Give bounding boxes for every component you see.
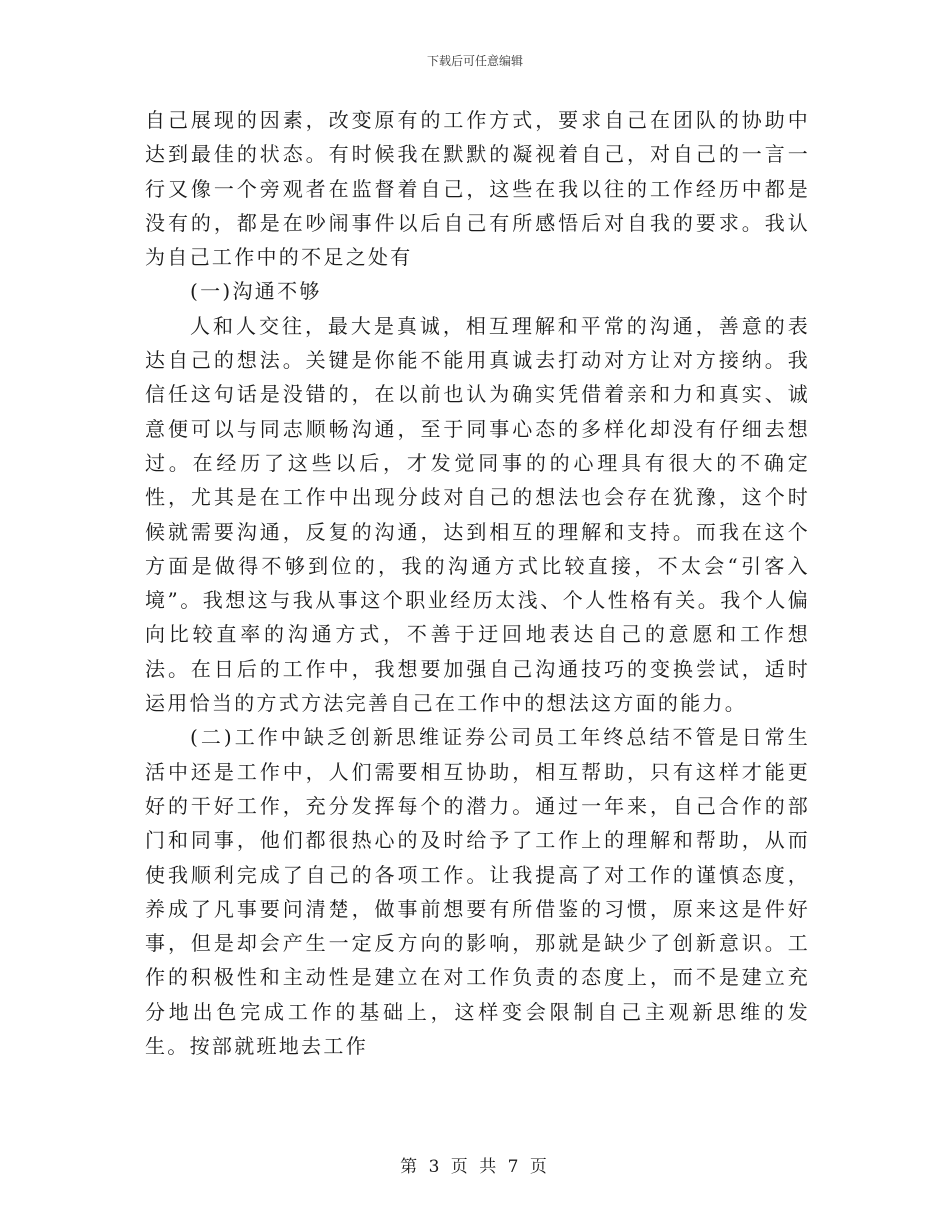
page-number: 第 3 页 共 7 页 [400,1157,550,1177]
paragraph-communication: 人和人交往，最大是真诚，相互理解和平常的沟通，善意的表达自己的想法。关键是你能不能用真诚去打动对方让对方接纳。我信任这句话是没错的，在以前也认为确实凭借着亲和力和真实、诚意便可以与同志顺畅沟通，至于同事心态的多样化却没有仔细去想过。在经历了这些以后，才发觉同事的的心理具有很大的不确定性，尤其是在工作中出现分歧对自己的想法也会存在犹豫，这个时候就需要沟通，反复的沟通，达到相互的理解和支持。而我在这个方面是做得不够到位的，我的沟通方式比较直接，不太会“引客入境”。我想这与我从事这个职业经历太浅、个人性格有关。我个人偏向比较直率的沟通方式，不善于迂回地表达自己的意愿和工作想法。在日后的工作中，我想要加强自己沟通技巧的变换尝试，适时运用恰当的方式方法完善自己在工作中的想法这方面的能力。 [145,313,810,716]
section-heading-communication: (一)沟通不够 [190,279,322,304]
document-body [145,103,810,1063]
paragraph-continuation: 自己展现的因素，改变原有的工作方式，要求自己在团队的协助中达到最佳的状态。有时候我在默默的凝视着自己，对自己的一言一行又像一个旁观者在监督着自己，这些在我以往的工作经历中都是没有的，都是在吵闹事件以后自己有所感悟后对自我的要求。我认为自己工作中的不足之处有 [145,108,810,270]
page-header: 下载后可任意编辑 [426,54,523,68]
paragraph-innovation: (二)工作中缺乏创新思维证券公司员工年终总结不管是日常生活中还是工作中，人们需要相互协助，相互帮助，只有这样才能更好的干好工作，充分发挥每个的潜力。通过一年来，自己合作的部门和同事，他们都很热心的及时给予了工作上的理解和帮助，从而使我顺利完成了自己的各项工作。让我提高了对工作的谨慎态度，养成了凡事要问清楚，做事前想要有所借鉴的习惯，原来这是件好事，但是却会产生一定反方向的影响，那就是缺少了创新意识。工作的积极性和主动性是建立在对工作负责的态度上，而不是建立充分地出色完成工作的基础上，这样变会限制自己主观新思维的发生。按部就班地去工作 [145,725,810,1059]
